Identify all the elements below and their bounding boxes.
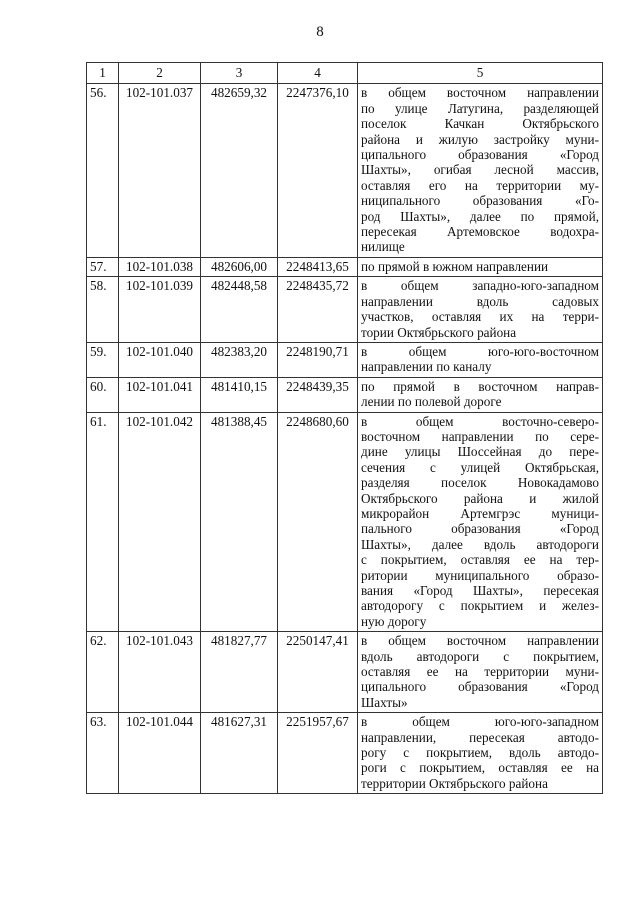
header-col-4: 4	[278, 63, 358, 84]
description-line: ную дорогу	[361, 613, 427, 629]
table-row	[87, 412, 603, 632]
header-col-2: 2	[119, 63, 201, 84]
description-line: тории Октябрьского района	[361, 324, 517, 340]
description-line: оставляя его на территории му-	[361, 177, 599, 193]
x-coordinate-cell: 482383,20	[201, 342, 278, 377]
description-line: в общем восточно-северо-	[361, 413, 599, 429]
point-code-cell: 102-101.043	[119, 632, 201, 713]
description-line: пального образования «Город	[361, 521, 599, 537]
description-line: территории Октябрьского района	[361, 775, 548, 791]
x-coordinate-cell: 481410,15	[201, 377, 278, 412]
x-coordinate-cell: 482659,32	[201, 84, 278, 257]
header-col-3: 3	[201, 63, 278, 84]
page-number: 8	[316, 24, 324, 40]
description-line: восточном направлении по сере-	[361, 428, 599, 444]
description-line: с покрытием, оставляя ее на тер-	[361, 552, 599, 568]
table-body	[87, 84, 603, 794]
row-number-cell: 63.	[87, 713, 119, 794]
description-line: Октябрьского района и жилой	[361, 490, 599, 506]
x-coordinate-cell: 481827,77	[201, 632, 278, 713]
description-line: вания «Город Шахты», пересекая	[361, 583, 599, 598]
description-line: в общем восточном направлении	[361, 633, 599, 649]
description-line: в общем западно-юго-западном	[361, 278, 599, 294]
description-line: вдоль автодороги с покрытием,	[361, 648, 599, 664]
description-line: микрорайон Артемгрэс муници-	[361, 505, 599, 521]
description-line: Шахты», далее вдоль автодороги	[361, 536, 599, 552]
table-row	[87, 632, 603, 713]
table-row	[87, 257, 603, 276]
description-line: направлении вдоль садовых	[361, 293, 599, 309]
table-row	[87, 277, 603, 343]
y-coordinate-cell: 2248439,35	[278, 377, 358, 412]
description-line: рогу с покрытием, вдоль автодо-	[361, 745, 599, 761]
description-line: род Шахты», далее по прямой,	[361, 208, 599, 224]
description-line: направлении по каналу	[361, 359, 492, 375]
description-line: по прямой в восточном направ-	[361, 378, 599, 394]
description-line: сечения с улицей Октябрьская,	[361, 459, 599, 475]
description-line: ципального образования «Город	[361, 147, 599, 163]
point-code-cell: 102-101.037	[119, 84, 201, 257]
point-code-cell: 102-101.041	[119, 377, 201, 412]
y-coordinate-cell: 2247376,10	[278, 84, 358, 257]
y-coordinate-cell: 2248435,72	[278, 277, 358, 343]
boundary-points-table	[86, 62, 603, 794]
boundary-description-cell	[358, 412, 603, 632]
description-line: района и жилую застройку муни-	[361, 131, 599, 147]
y-coordinate-cell: 2250147,41	[278, 632, 358, 713]
header-col-5: 5	[358, 63, 603, 84]
boundary-description-cell	[358, 257, 603, 276]
description-line: ритории муниципального образо-	[361, 567, 599, 583]
header-col-1: 1	[87, 63, 119, 84]
description-line: по улице Латугина, разделяющей	[361, 100, 599, 116]
x-coordinate-cell: 482448,58	[201, 277, 278, 343]
description-line: Шахты»	[361, 694, 408, 710]
boundary-description-cell	[358, 632, 603, 713]
description-line: в общем юго-юго-западном	[361, 714, 599, 730]
description-line: оставляя ее на территории муни-	[361, 664, 599, 680]
description-line: Шахты», огибая лесной массив,	[361, 162, 599, 178]
y-coordinate-cell: 2248413,65	[278, 257, 358, 276]
boundary-description-cell	[358, 342, 603, 377]
boundary-description-cell	[358, 84, 603, 257]
description-line: разделяя поселок Новокадамово	[361, 475, 599, 491]
table-row	[87, 377, 603, 412]
row-number-cell: 59.	[87, 342, 119, 377]
boundary-description-cell	[358, 713, 603, 794]
y-coordinate-cell: 2248190,71	[278, 342, 358, 377]
y-coordinate-cell: 2248680,60	[278, 412, 358, 632]
description-line: лении по полевой дороге	[361, 394, 502, 410]
x-coordinate-cell: 481388,45	[201, 412, 278, 632]
row-number-cell: 58.	[87, 277, 119, 343]
row-number-cell: 61.	[87, 412, 119, 632]
y-coordinate-cell: 2251957,67	[278, 713, 358, 794]
row-number-cell: 57.	[87, 257, 119, 276]
point-code-cell: 102-101.044	[119, 713, 201, 794]
row-number-cell: 60.	[87, 377, 119, 412]
description-line: ниципального образования «Го-	[361, 193, 599, 209]
point-code-cell: 102-101.042	[119, 412, 201, 632]
description-line: направлении, пересекая автодо-	[361, 729, 599, 745]
table-row	[87, 84, 603, 257]
x-coordinate-cell: 481627,31	[201, 713, 278, 794]
description-line: участков, оставляя их на терри-	[361, 309, 599, 325]
description-line: дине улицы Шоссейная до пере-	[361, 444, 599, 460]
row-number-cell: 56.	[87, 84, 119, 257]
boundary-description-cell	[358, 277, 603, 343]
table-row	[87, 713, 603, 794]
description-line: роги с покрытием, оставляя ее на	[361, 760, 599, 776]
table-header-row	[87, 63, 603, 84]
description-line: в общем юго-юго-восточном	[361, 343, 599, 359]
row-number-cell: 62.	[87, 632, 119, 713]
x-coordinate-cell: 482606,00	[201, 257, 278, 276]
point-code-cell: 102-101.039	[119, 277, 201, 343]
description-line: пересекая Артемовское водохра-	[361, 224, 599, 240]
description-line: ципального образования «Город	[361, 679, 599, 695]
description-line: автодорогу с покрытием и желез-	[361, 598, 599, 614]
description-line: нилище	[361, 239, 405, 255]
description-line: поселок Качкан Октябрьского	[361, 116, 599, 132]
table-row	[87, 342, 603, 377]
description-line: по прямой в южном направлении	[361, 258, 549, 274]
point-code-cell: 102-101.038	[119, 257, 201, 276]
description-line: в общем восточном направлении	[361, 85, 599, 101]
point-code-cell: 102-101.040	[119, 342, 201, 377]
boundary-description-cell	[358, 377, 603, 412]
